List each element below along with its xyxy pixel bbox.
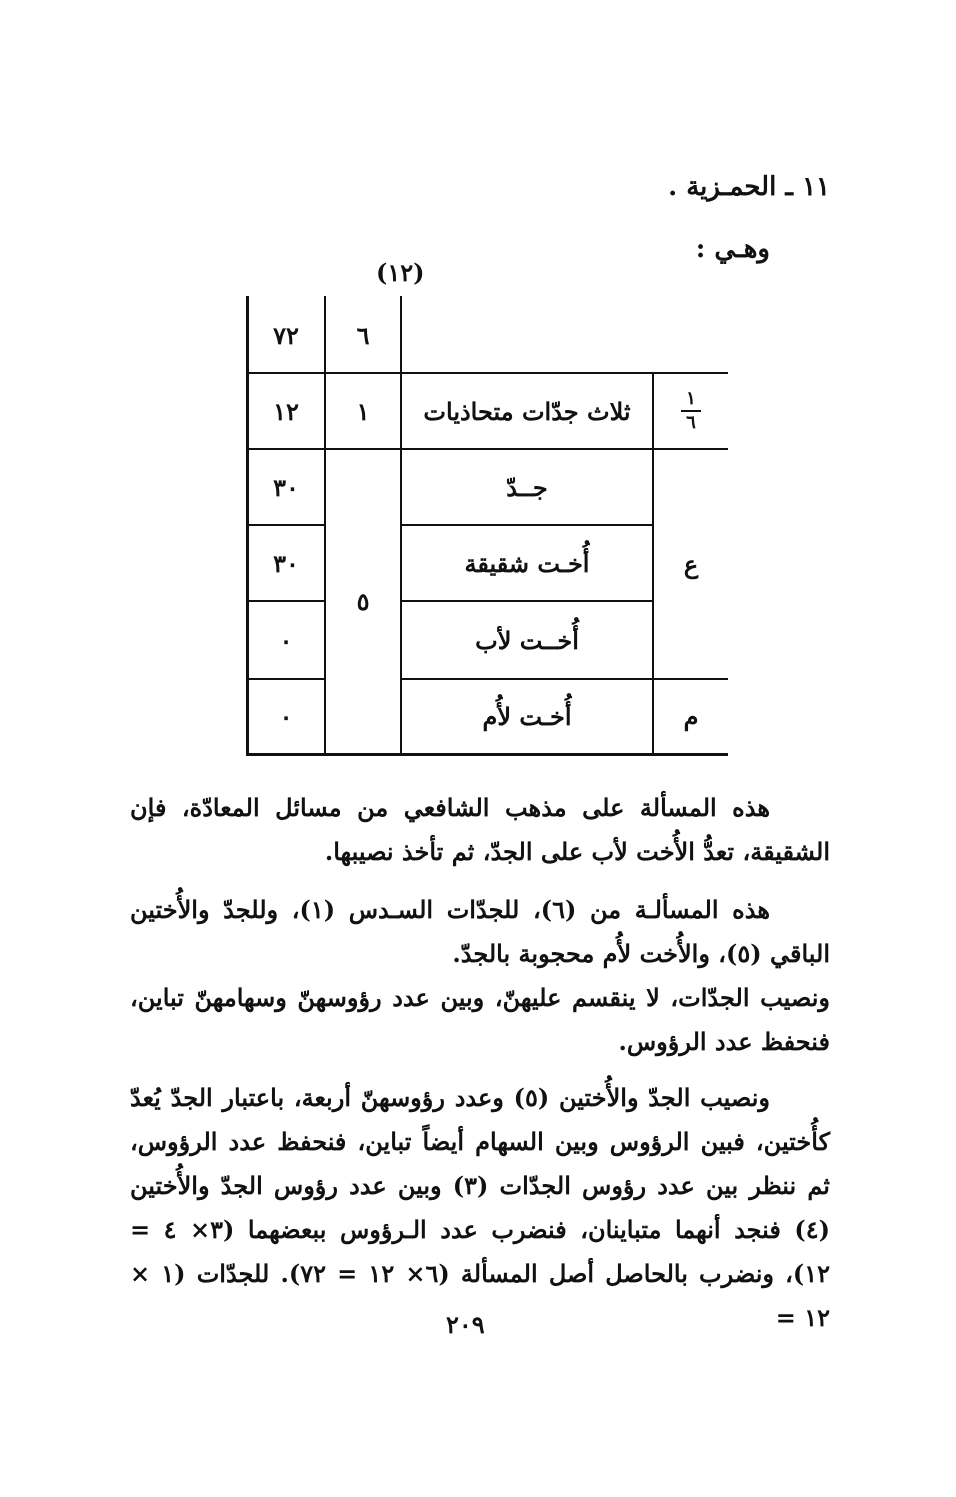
fraction-one-sixth — [681, 390, 701, 432]
row5-share: م — [683, 702, 699, 731]
section-heading: ١١ ـ الحمـزية . — [668, 172, 830, 202]
row1-total: ١٢ — [273, 396, 299, 426]
row3-total: ٣٠ — [273, 548, 299, 578]
paragraph-4: ونصيب الجدّ والأُختين (٥) وعدد رؤوسهنّ أربعة، باعتبار الجدّ يُعدّ كأُختين، فبين الرؤوس وبين السهام أيضاً تباين، فنحفظ عدد الرؤوس، ثم ننظر بين عدد رؤوس الجدّات (٣) وبين عدد رؤوس الجدّ والأُختين (٤) فنجد أنهما متباينان، فنضرب عدد الـرؤوس ببعضهما (٣× ٤ = ١٢)، ونضرب بالحاصل أصل المسألة (٦× ١٢ = ٧٢). للجدّات (١ × ١٢ = — [130, 1083, 831, 1332]
row3-heir: أُخـت شقيقة — [464, 548, 590, 578]
row1-share — [654, 374, 728, 448]
merged-share: ع — [683, 549, 699, 579]
table-label: (١٢) — [376, 258, 425, 287]
fraction-denominator: ٦ — [686, 412, 696, 433]
row5-heir: أُخـت لأُم — [482, 702, 572, 731]
page-number: ٢٠٩ — [446, 1310, 485, 1339]
paragraph-3: ونصيب الجدّات، لا ينقسم عليهنّ، وبين عدد رؤوسهنّ وسهامهنّ تباين، فنحفظ عدد الرؤوس. — [130, 983, 830, 1056]
header-total: ٧٢ — [273, 320, 299, 350]
row4-total: ٠ — [279, 625, 293, 655]
row1-base: ١ — [356, 396, 370, 426]
intro-text: وهـي : — [695, 234, 770, 264]
row4-heir: أُخــت لأب — [475, 625, 579, 655]
row2-heir: جــدّ — [506, 472, 548, 502]
fraction-numerator: ١ — [686, 388, 696, 409]
paragraph-1: هذه المسألة على مذهب الشافعي من مسائل المعادّة، فإن الشقيقة، تعدُّ الأُخت لأب على الجدّ، ثم تأخذ نصيبها. — [130, 793, 830, 866]
paragraph-2: هذه المسألـة من (٦)، للجدّات السـدس (١)، وللجدّ والأُختين الباقي (٥)، والأُخت لأُم محجوبة بالجدّ. — [130, 895, 830, 968]
row5-total: ٠ — [279, 702, 293, 731]
header-base: ٦ — [356, 320, 370, 350]
merged-base: ٥ — [356, 587, 370, 616]
row1-heir: ثلاث جدّات متحاذيات — [423, 396, 631, 426]
row2-total: ٣٠ — [273, 472, 299, 502]
